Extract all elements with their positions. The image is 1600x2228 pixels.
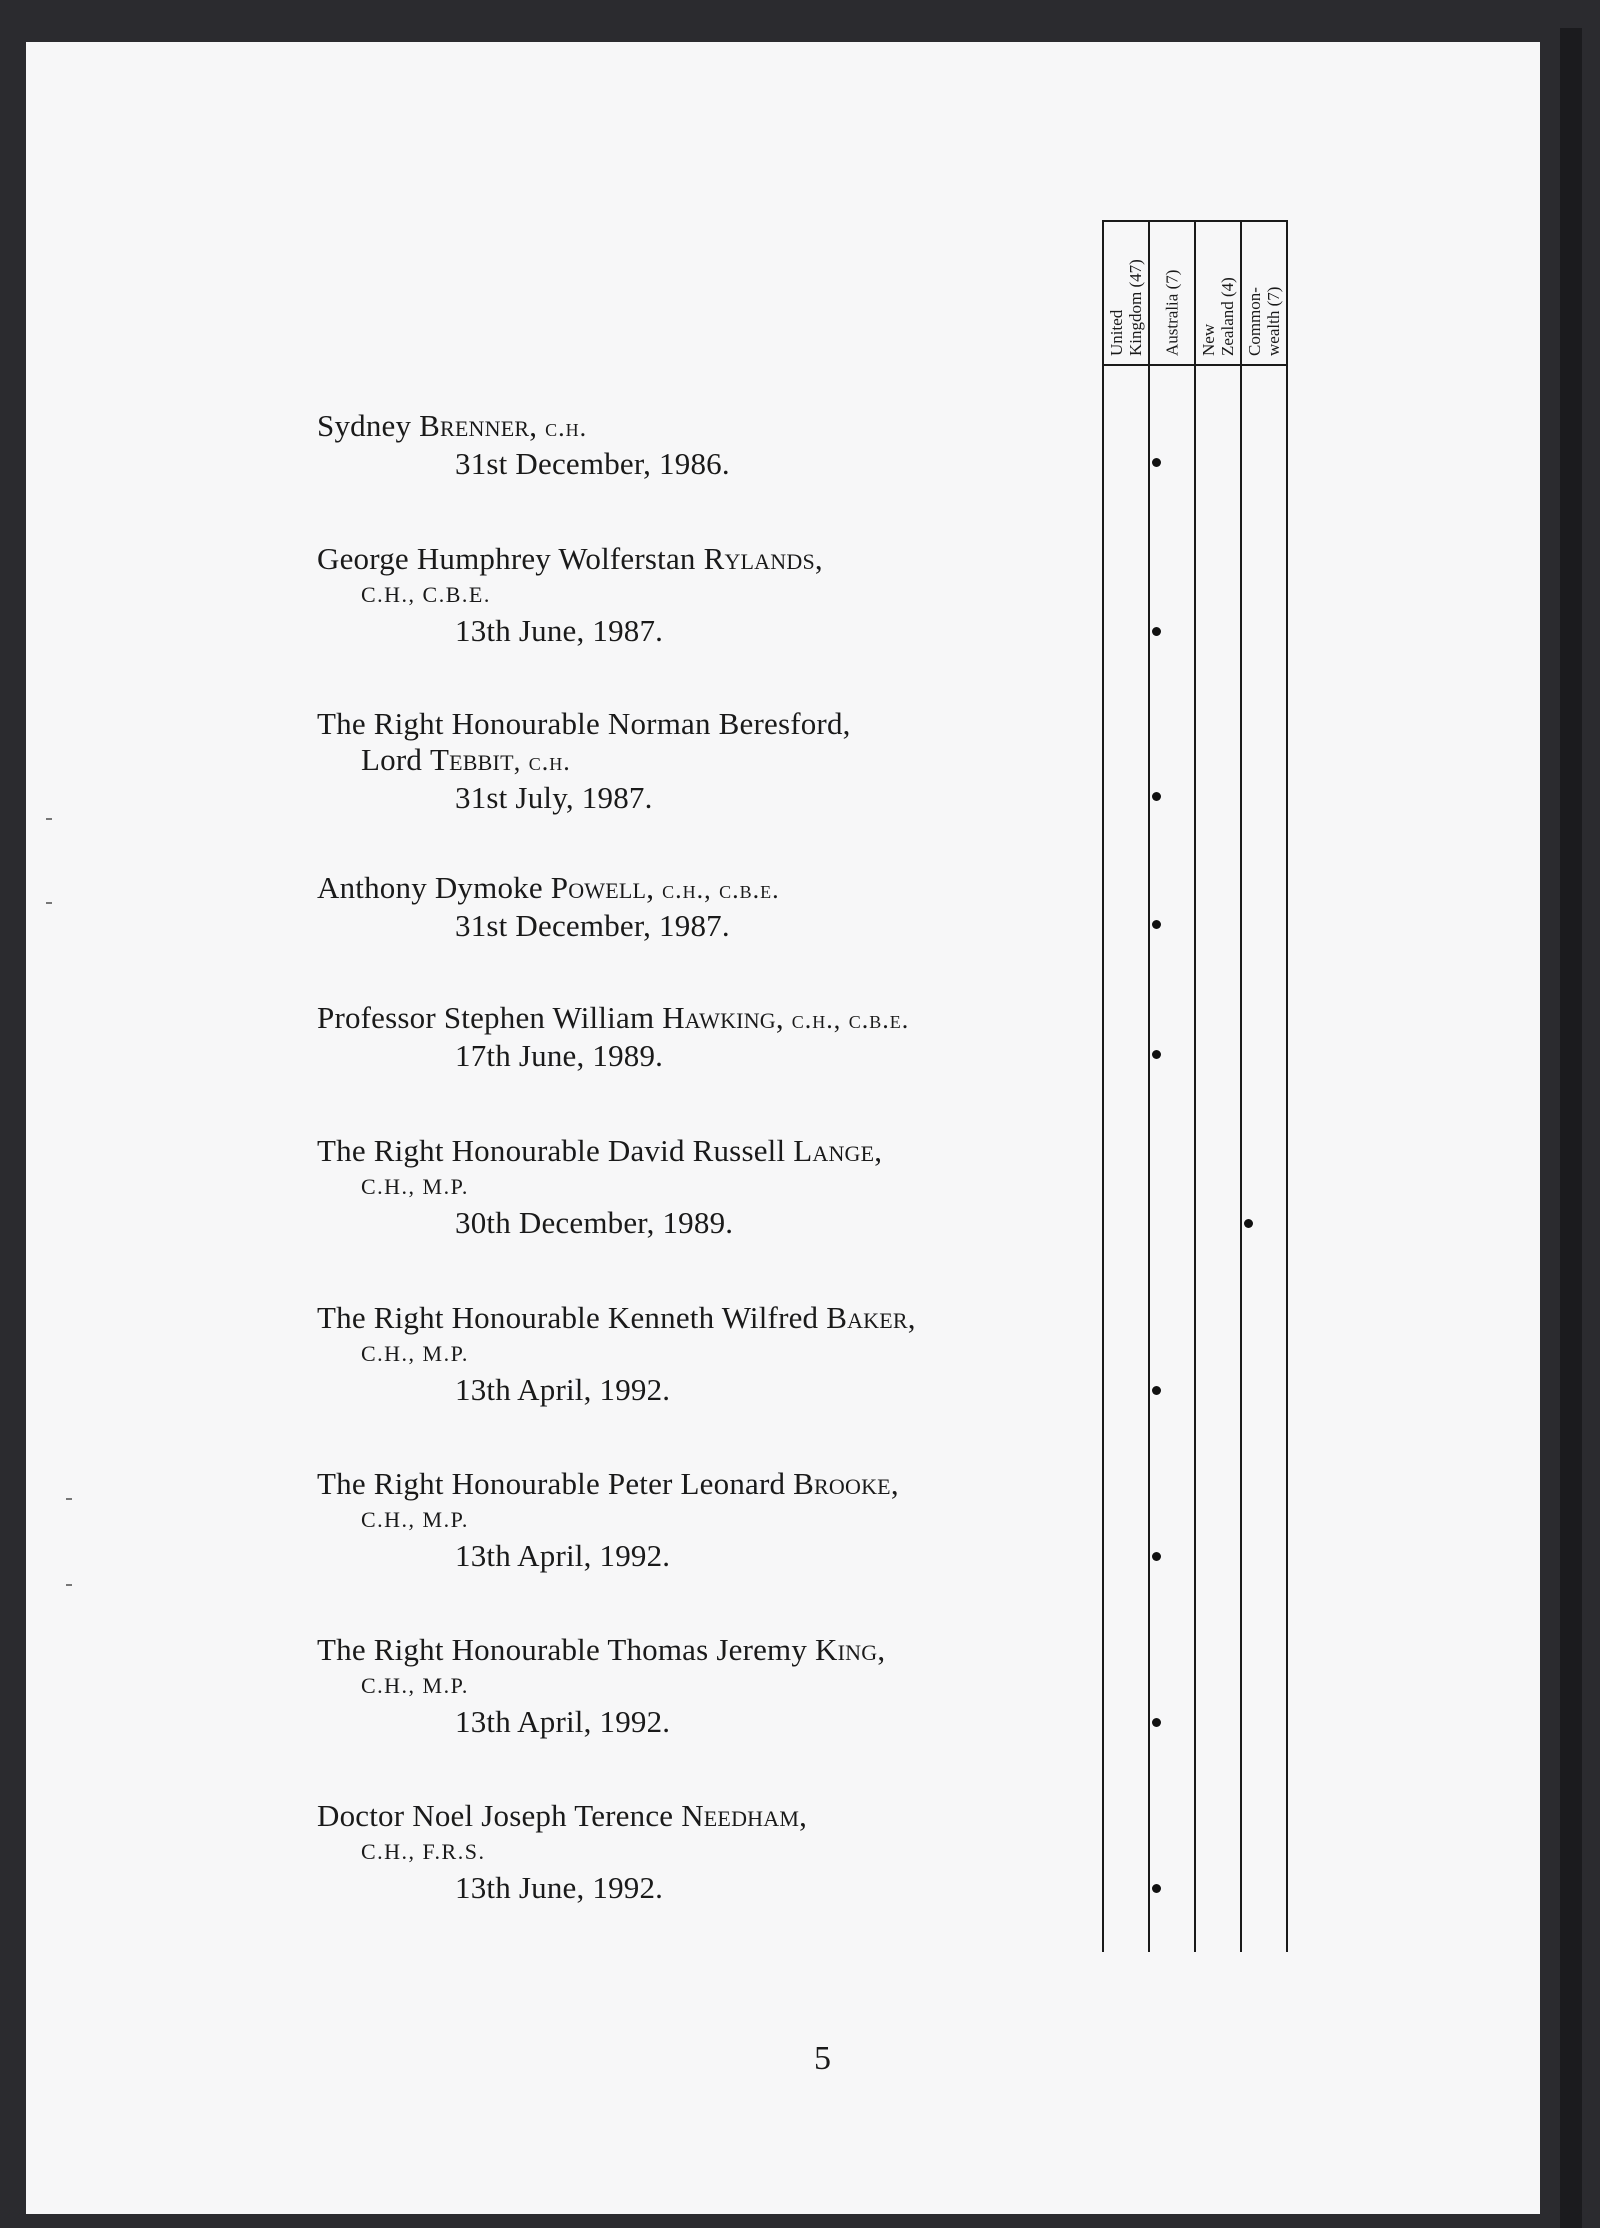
table-header-rule [1102, 364, 1288, 366]
column-header-line: Australia (7) [1162, 269, 1182, 356]
entry-name [317, 1133, 1117, 1169]
column-header [1242, 222, 1286, 362]
entry-title: Lord [361, 742, 431, 777]
honour-entry [317, 408, 1117, 482]
entry-honours: c.h., c.b.e. [791, 1005, 910, 1034]
entry-date: 30th December, 1989. [455, 1205, 734, 1240]
column-header-line: Kingdom (47) [1126, 259, 1145, 356]
entry-punct: , [799, 1798, 808, 1833]
entry-date: 13th April, 1992. [455, 1372, 671, 1407]
honour-entry [317, 1632, 1117, 1740]
entry-honours: c.h. [545, 413, 588, 442]
entry-surname: King [815, 1632, 878, 1667]
column-header-line: Zealand (4) [1218, 277, 1237, 356]
country-marker-dot [1152, 1718, 1161, 1727]
country-marker-dot [1152, 1884, 1161, 1893]
column-header [1196, 222, 1240, 362]
entry-honours-line: C.H., M.P. [361, 1341, 469, 1366]
table-rule [1286, 220, 1288, 1952]
entry-forenames: The Right Honourable Peter Leonard [317, 1466, 794, 1501]
honour-entry [317, 1798, 1117, 1906]
honour-entry [317, 1000, 1117, 1074]
entry-surname: Brooke [793, 1466, 891, 1501]
entry-date: 13th April, 1992. [455, 1538, 671, 1573]
entry-forenames: The Right Honourable David Russell [317, 1133, 794, 1168]
column-header-label [1199, 277, 1237, 356]
entry-honours-line: C.H., M.P. [361, 1174, 469, 1199]
entry-honours: , c.h. [513, 747, 571, 776]
country-marker-dot [1244, 1219, 1253, 1228]
entry-name [317, 870, 1117, 908]
honour-entry [317, 1300, 1117, 1408]
entry-punct: , [775, 1000, 792, 1035]
entry-surname: Tebbit [430, 742, 514, 777]
entry-punct: , [877, 1632, 886, 1667]
column-header-label [1107, 259, 1145, 356]
entry-name [317, 706, 1117, 742]
entry-forenames: The Right Honourable Thomas Jeremy [317, 1632, 816, 1667]
entry-name [317, 1300, 1117, 1336]
entry-name [317, 541, 1117, 577]
margin-mark [66, 1584, 72, 1586]
country-table [1102, 220, 1290, 1952]
entry-date: 13th June, 1987. [455, 613, 664, 648]
entry-forenames: George Humphrey Wolferstan [317, 541, 704, 576]
entry-forenames: Sydney [317, 408, 420, 443]
entry-honours-line: C.H., F.R.S. [361, 1839, 486, 1864]
entry-honours-line: C.H., M.P. [361, 1507, 469, 1532]
entry-punct: , [907, 1300, 916, 1335]
country-marker-dot [1152, 458, 1161, 467]
entry-forenames: Anthony Dymoke [317, 870, 551, 905]
entry-forenames: The Right Honourable Norman Beresford, [317, 706, 851, 741]
column-header-line: New [1199, 323, 1218, 356]
country-marker-dot [1152, 1552, 1161, 1561]
entry-title-line [361, 742, 1117, 780]
column-header [1104, 222, 1148, 362]
entry-surname: Powell [550, 870, 647, 905]
entry-name [317, 1000, 1117, 1038]
country-marker-dot [1152, 1386, 1161, 1395]
entry-honours-line: C.H., C.B.E. [361, 582, 491, 607]
margin-mark [66, 1498, 72, 1500]
entry-punct: , [890, 1466, 899, 1501]
margin-mark [46, 902, 52, 904]
entry-name [317, 408, 1117, 446]
honour-entry [317, 541, 1117, 649]
entry-punct: , [814, 541, 823, 576]
entry-forenames: Doctor Noel Joseph Terence [317, 1798, 682, 1833]
country-marker-dot [1152, 1050, 1161, 1059]
honour-entry [317, 1133, 1117, 1241]
margin-mark [46, 818, 52, 820]
column-header-line: United [1107, 309, 1126, 356]
column-header-label [1163, 270, 1182, 356]
entry-forenames: The Right Honourable Kenneth Wilfred [317, 1300, 827, 1335]
column-header [1150, 222, 1194, 362]
column-header-line: Common- [1245, 287, 1264, 356]
entry-honours: c.h., c.b.e. [662, 875, 780, 904]
page-number: 5 [814, 2040, 831, 2077]
table-rule [1240, 220, 1242, 1952]
column-header-line: wealth (7) [1264, 286, 1283, 356]
table-rule [1194, 220, 1196, 1952]
entry-surname: Hawking [662, 1000, 776, 1035]
entry-honours-line: C.H., M.P. [361, 1673, 469, 1698]
entry-name [317, 1798, 1117, 1834]
honour-entry [317, 870, 1117, 944]
entry-date: 13th June, 1992. [455, 1870, 664, 1905]
entry-date: 31st December, 1987. [455, 908, 730, 943]
entry-surname: Lange [793, 1133, 875, 1168]
country-marker-dot [1152, 792, 1161, 801]
honour-entry [317, 706, 1117, 816]
entry-surname: Brenner [419, 408, 530, 443]
country-marker-dot [1152, 627, 1161, 636]
entry-date: 13th April, 1992. [455, 1704, 671, 1739]
honour-entry [317, 1466, 1117, 1574]
entry-surname: Needham [681, 1798, 800, 1833]
entry-date: 17th June, 1989. [455, 1038, 664, 1073]
entry-punct: , [529, 408, 546, 443]
entry-punct: , [646, 870, 663, 905]
entry-name [317, 1466, 1117, 1502]
book-binding [1560, 28, 1582, 2228]
entry-date: 31st July, 1987. [455, 780, 653, 815]
entry-surname: Rylands [703, 541, 815, 576]
entry-forenames: Professor Stephen William [317, 1000, 663, 1035]
table-rule [1102, 220, 1104, 1952]
entry-surname: Baker [826, 1300, 908, 1335]
country-marker-dot [1152, 920, 1161, 929]
entry-date: 31st December, 1986. [455, 446, 730, 481]
table-rule [1148, 220, 1150, 1952]
entry-punct: , [874, 1133, 883, 1168]
entry-name [317, 1632, 1117, 1668]
column-header-label [1245, 287, 1283, 356]
